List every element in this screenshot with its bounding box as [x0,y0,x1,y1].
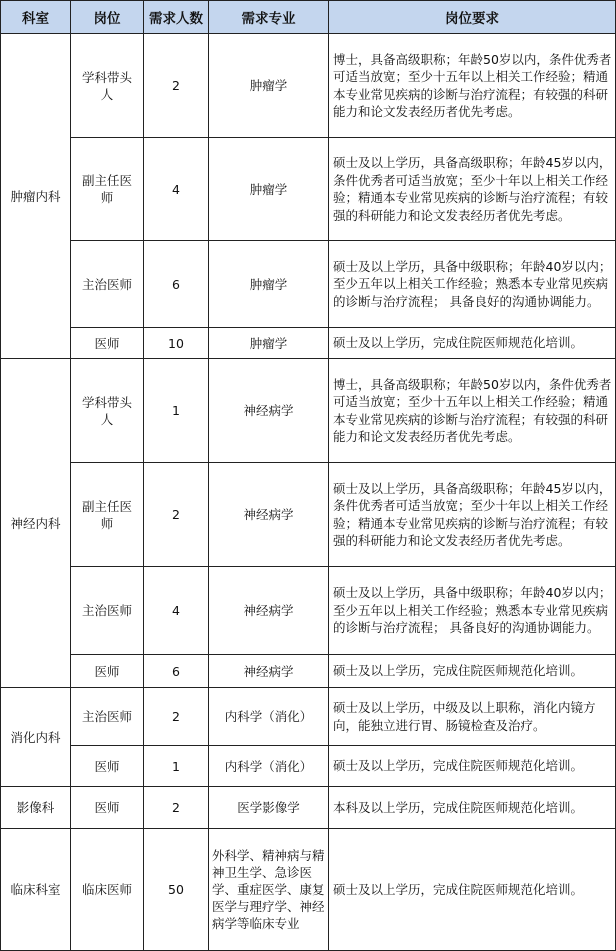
count-cell: 2 [144,688,209,746]
count-cell: 6 [144,655,209,688]
header-requirement: 岗位要求 [329,1,616,34]
position-cell: 医师 [71,787,144,829]
requirement-cell: 本科及以上学历，完成住院医师规范化培训。 [329,787,616,829]
major-cell: 内科学（消化） [209,746,329,787]
table-row [1,829,616,951]
count-cell: 50 [144,829,209,951]
requirement-cell: 硕士及以上学历，中级及以上职称，消化内镜方向，能独立进行胃、肠镜检查及治疗。 [329,688,616,746]
table-row [1,241,616,328]
position-cell: 主治医师 [71,241,144,328]
count-cell: 2 [144,34,209,138]
major-cell: 肿瘤学 [209,138,329,241]
count-cell: 4 [144,567,209,655]
major-cell: 医学影像学 [209,787,329,829]
count-cell: 2 [144,463,209,567]
table-row [1,787,616,829]
table-row [1,463,616,567]
dept-cell: 消化内科 [1,688,71,787]
table-row [1,655,616,688]
major-cell: 神经病学 [209,655,329,688]
dept-cell: 肿瘤内科 [1,34,71,359]
table-row [1,567,616,655]
header-position: 岗位 [71,1,144,34]
major-cell: 肿瘤学 [209,34,329,138]
count-cell: 6 [144,241,209,328]
requirement-cell: 硕士及以上学历，具备高级职称；年龄45岁以内，条件优秀者可适当放宽；至少十年以上相关工作经验；精通本专业常见疾病的诊断与治疗流程；有较强的科研能力和论文发表经历者优先考虑。 [329,138,616,241]
table-row [1,746,616,787]
requirement-cell: 硕士及以上学历，完成住院医师规范化培训。 [329,829,616,951]
requirement-cell: 硕士及以上学历，完成住院医师规范化培训。 [329,328,616,359]
table-row [1,138,616,241]
header-dept: 科室 [1,1,71,34]
dept-cell: 神经内科 [1,359,71,688]
requirement-cell: 硕士及以上学历，具备中级职称；年龄40岁以内；至少五年以上相关工作经验；熟悉本专业常见疾病的诊断与治疗流程； 具备良好的沟通协调能力。 [329,241,616,328]
major-cell: 神经病学 [209,463,329,567]
dept-cell: 影像科 [1,787,71,829]
count-cell: 4 [144,138,209,241]
table-row [1,688,616,746]
count-cell: 1 [144,746,209,787]
position-cell: 副主任医师 [71,138,144,241]
table-row [1,34,616,138]
position-cell: 医师 [71,655,144,688]
header-count: 需求人数 [144,1,209,34]
position-cell: 主治医师 [71,567,144,655]
dept-cell: 临床科室 [1,829,71,951]
table-row [1,359,616,463]
header-major: 需求专业 [209,1,329,34]
position-cell: 学科带头人 [71,359,144,463]
position-cell: 学科带头人 [71,34,144,138]
major-cell: 肿瘤学 [209,241,329,328]
requirement-cell: 硕士及以上学历，具备中级职称；年龄40岁以内；至少五年以上相关工作经验；熟悉本专业常见疾病的诊断与治疗流程； 具备良好的沟通协调能力。 [329,567,616,655]
major-cell: 肿瘤学 [209,328,329,359]
count-cell: 2 [144,787,209,829]
requirement-cell: 硕士及以上学历，完成住院医师规范化培训。 [329,655,616,688]
major-cell: 神经病学 [209,359,329,463]
position-cell: 医师 [71,328,144,359]
major-cell: 外科学、精神病与精神卫生学、急诊医学、重症医学、康复医学与理疗学、神经病学等临床专业 [209,829,329,951]
position-cell: 医师 [71,746,144,787]
position-cell: 主治医师 [71,688,144,746]
major-cell: 内科学（消化） [209,688,329,746]
requirement-cell: 博士，具备高级职称；年龄50岁以内，条件优秀者可适当放宽；至少十五年以上相关工作经验；精通本专业常见疾病的诊断与治疗流程；有较强的科研能力和论文发表经历者优先考虑。 [329,359,616,463]
major-cell: 神经病学 [209,567,329,655]
requirement-cell: 硕士及以上学历，具备高级职称；年龄45岁以内，条件优秀者可适当放宽；至少十年以上相关工作经验；精通本专业常见疾病的诊断与治疗流程；有较强的科研能力和论文发表经历者优先考虑。 [329,463,616,567]
position-cell: 临床医师 [71,829,144,951]
count-cell: 10 [144,328,209,359]
count-cell: 1 [144,359,209,463]
header-row [1,1,616,34]
position-cell: 副主任医师 [71,463,144,567]
requirement-cell: 博士，具备高级职称；年龄50岁以内，条件优秀者可适当放宽；至少十五年以上相关工作经验；精通本专业常见疾病的诊断与治疗流程；有较强的科研能力和论文发表经历者优先考虑。 [329,34,616,138]
requirement-cell: 硕士及以上学历，完成住院医师规范化培训。 [329,746,616,787]
table-row [1,328,616,359]
